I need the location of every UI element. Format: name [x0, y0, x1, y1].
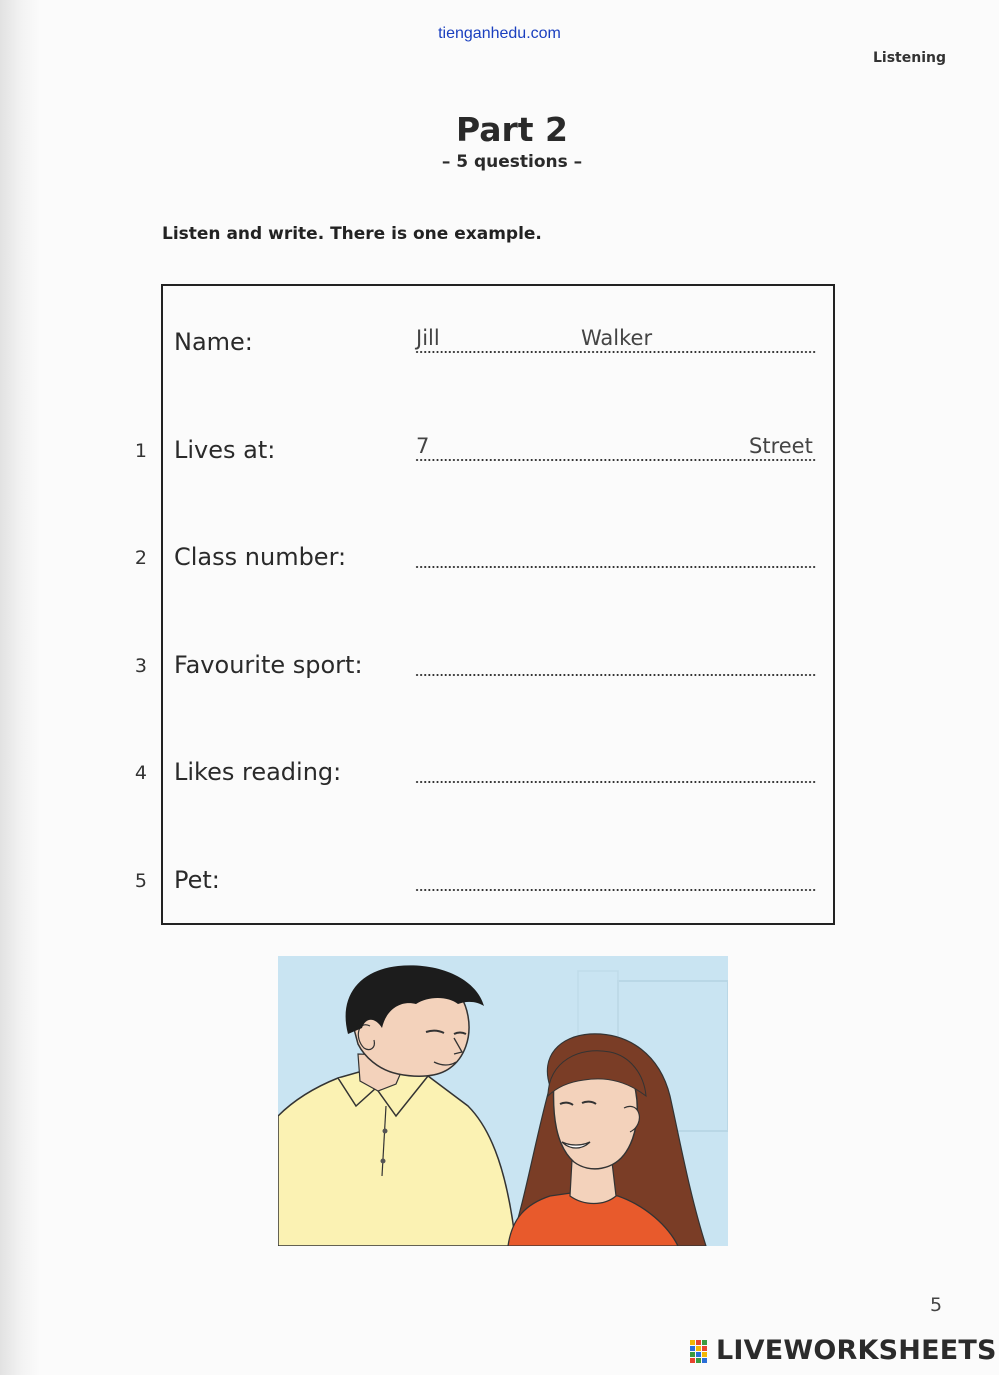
- prefill-house-number: 7: [416, 434, 430, 458]
- answer-input-4[interactable]: [415, 780, 816, 784]
- site-url-link[interactable]: tienganhedu.com: [438, 25, 561, 42]
- question-label: Class number:: [174, 543, 347, 571]
- example-answer-line: [415, 350, 816, 354]
- question-label: Favourite sport:: [174, 651, 363, 679]
- question-number: 2: [134, 547, 147, 569]
- answer-input-1[interactable]: [415, 458, 816, 462]
- question-row-2: [134, 539, 833, 579]
- question-row-1: [134, 432, 833, 472]
- question-row-3: [134, 647, 833, 687]
- book-spine-shadow: [0, 0, 40, 1375]
- part-title: Part 2: [455, 110, 569, 149]
- page-number: 5: [930, 1294, 943, 1316]
- section-label: Listening: [873, 50, 946, 66]
- instruction-text: Listen and write. There is one example.: [162, 224, 542, 244]
- answer-input-5[interactable]: [415, 888, 816, 892]
- question-row-5: [134, 862, 833, 902]
- question-number: 1: [134, 440, 147, 462]
- prefill-street: Street: [749, 434, 813, 458]
- example-answer-last: Walker: [581, 326, 653, 350]
- liveworksheets-grid-icon: [690, 1340, 714, 1364]
- answer-input-3[interactable]: [415, 673, 816, 677]
- example-label: Name:: [174, 328, 253, 356]
- question-label: Likes reading:: [174, 758, 342, 786]
- example-answer-first: Jill: [416, 326, 440, 350]
- question-label: Pet:: [174, 866, 220, 894]
- answer-form: [134, 284, 835, 925]
- part-subtitle: – 5 questions –: [441, 152, 583, 172]
- liveworksheets-logo[interactable]: [690, 1335, 997, 1366]
- father-daughter-illustration: [278, 956, 728, 1246]
- answer-input-2[interactable]: [415, 565, 816, 569]
- question-row-4: [134, 754, 833, 794]
- question-label: Lives at:: [174, 436, 276, 464]
- question-number: 4: [134, 762, 147, 784]
- example-row: [163, 324, 833, 364]
- question-number: 5: [134, 870, 147, 892]
- liveworksheets-wordmark: LIVEWORKSHEETS: [716, 1335, 997, 1366]
- question-number: 3: [134, 655, 147, 677]
